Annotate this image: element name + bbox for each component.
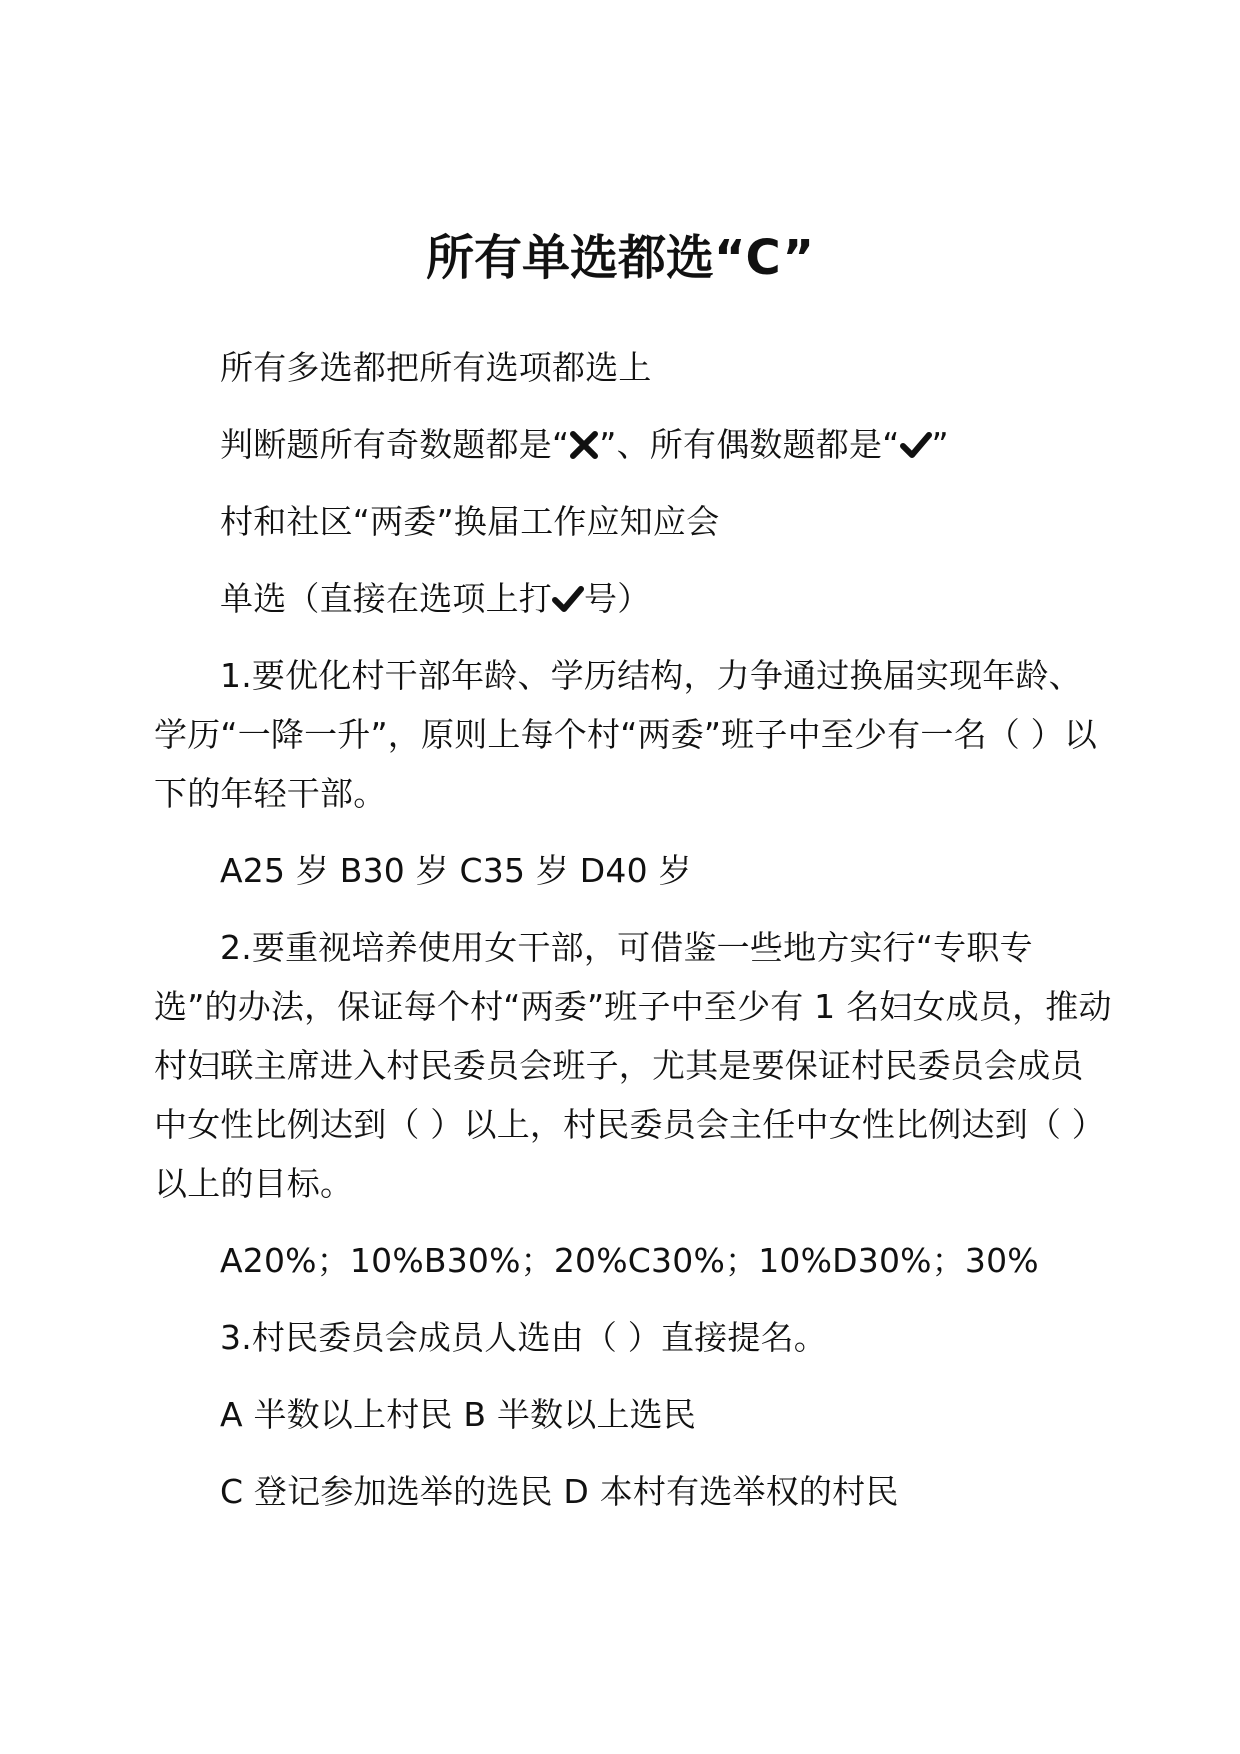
question-1-options: A25 岁 B30 岁 C35 岁 D40 岁 [220, 851, 692, 890]
document-body [154, 338, 1114, 1539]
single-choice-heading-text-b: 号） [584, 579, 651, 618]
cross-mark-icon [569, 430, 599, 460]
multi-choice-rule: 所有多选都把所有选项都选上 [220, 348, 652, 387]
single-choice-heading-text-a: 单选（直接在选项上打 [220, 579, 552, 618]
question-3: 3.村民委员会成员人选由（ ）直接提名。 [220, 1318, 827, 1357]
question-3-options-line-2: C 登记参加选举的选民 D 本村有选举权的村民 [220, 1472, 899, 1511]
check-mark-icon [900, 430, 932, 460]
true-false-rule-text-a: 判断题所有奇数题都是“ [220, 425, 570, 464]
section-subject: 村和社区“两委”换届工作应知应会 [220, 502, 720, 541]
question-1: 1.要优化村干部年龄、学历结构，力争通过换届实现年龄、学历“一降一升”，原则上每个村“两委”班子中至少有一名（ ）以下的年轻干部。 [154, 656, 1098, 813]
question-2-options: A20%；10%B30%；20%C30%；10%D30%；30% [220, 1241, 1039, 1280]
question-2: 2.要重视培养使用女干部，可借鉴一些地方实行“专职专选”的办法，保证每个村“两委”班子中至少有 1 名妇女成员，推动村妇联主席进入村民委员会班子，尤其是要保证村民委员会成员中女性比例达到（ ）以上，村民委员会主任中女性比例达到（ ）以上的目标。 [154, 928, 1112, 1203]
true-false-rule [154, 415, 1114, 474]
true-false-rule-text-c: ” [931, 425, 949, 464]
single-choice-heading [154, 569, 1114, 628]
document-title: 所有单选都选“C” [425, 230, 815, 286]
check-mark-icon [552, 584, 584, 614]
question-3-options-line-1: A 半数以上村民 B 半数以上选民 [220, 1395, 697, 1434]
true-false-rule-text-b: ”、所有偶数题都是“ [599, 425, 900, 464]
